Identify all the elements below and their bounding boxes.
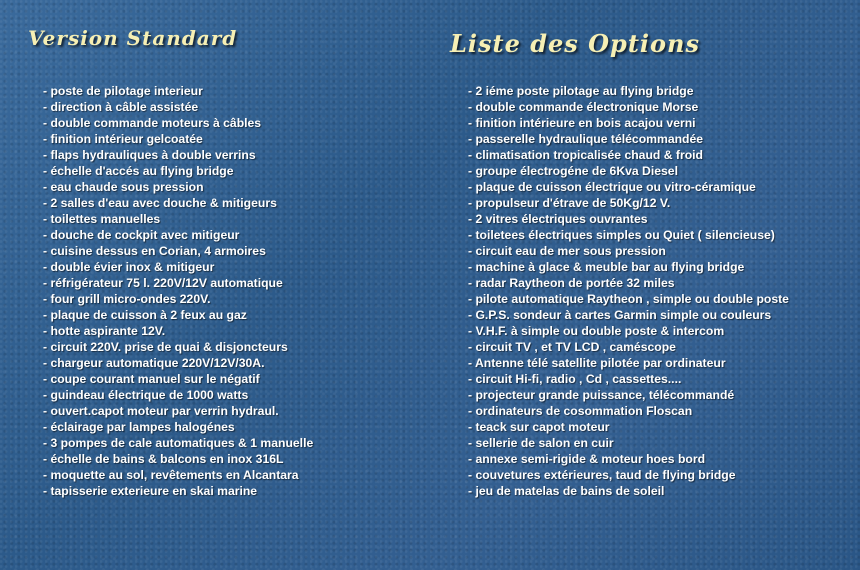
list-item: - circuit 220V. prise de quai & disjoncteurs xyxy=(43,340,288,354)
list-item: - 2 iéme poste pilotage au flying bridge xyxy=(468,84,694,98)
list-item: - pilote automatique Raytheon , simple ou double poste xyxy=(468,292,789,306)
list-item: - G.P.S. sondeur à cartes Garmin simple ou couleurs xyxy=(468,308,772,322)
list-item: - toiletees électriques simples ou Quiet ( silencieuse) xyxy=(468,228,775,242)
options-list-title: Liste des Options xyxy=(450,29,700,58)
list-item: - réfrigérateur 75 l. 220V/12V automatique xyxy=(43,276,283,290)
list-item: - échelle d'accés au flying bridge xyxy=(43,164,234,178)
list-item: - flaps hydrauliques à double verrins xyxy=(43,148,256,162)
list-item: - groupe électrogéne de 6Kva Diesel xyxy=(468,164,678,178)
list-item: - ouvert.capot moteur par verrin hydraul. xyxy=(43,404,279,418)
list-item: - teack sur capot moteur xyxy=(468,420,610,434)
list-item: - Antenne télé satellite pilotée par ordinateur xyxy=(468,356,726,370)
list-item: - circuit TV , et TV LCD , caméscope xyxy=(468,340,676,354)
list-item: - couvetures extérieures, taud de flying bridge xyxy=(468,468,736,482)
list-item: - V.H.F. à simple ou double poste & intercom xyxy=(468,324,725,338)
list-item: - passerelle hydraulique télécommandée xyxy=(468,132,704,146)
list-item: - 2 vitres électriques ouvrantes xyxy=(468,212,648,226)
list-item: - projecteur grande puissance, télécommandé xyxy=(468,388,735,402)
standard-version-title: Version Standard xyxy=(28,26,238,50)
list-item: - éclairage par lampes halogénes xyxy=(43,420,235,434)
list-item: - hotte aspirante 12V. xyxy=(43,324,166,338)
list-item: - jeu de matelas de bains de soleil xyxy=(468,484,665,498)
standard-features-list xyxy=(43,83,313,499)
list-item: - annexe semi-rigide & moteur hoes bord xyxy=(468,452,706,466)
list-item: - moquette au sol, revêtements en Alcantara xyxy=(43,468,299,482)
list-item: - 3 pompes de cale automatiques & 1 manuelle xyxy=(43,436,314,450)
list-item: - toilettes manuelles xyxy=(43,212,161,226)
list-item: - climatisation tropicalisée chaud & froid xyxy=(468,148,703,162)
list-item: - 2 salles d'eau avec douche & mitigeurs xyxy=(43,196,277,210)
list-item: - double commande moteurs à câbles xyxy=(43,116,262,130)
list-item: - four grill micro-ondes 220V. xyxy=(43,292,211,306)
list-item: - direction à câble assistée xyxy=(43,100,199,114)
list-item: - échelle de bains & balcons en inox 316L xyxy=(43,452,284,466)
list-item: - circuit eau de mer sous pression xyxy=(468,244,666,258)
list-item: - plaque de cuisson à 2 feux au gaz xyxy=(43,308,247,322)
list-item: - double évier inox & mitigeur xyxy=(43,260,215,274)
list-item: - ordinateurs de cosommation Floscan xyxy=(468,404,693,418)
list-item: - circuit Hi-fi, radio , Cd , cassettes.... xyxy=(468,372,682,386)
list-item: - radar Raytheon de portée 32 miles xyxy=(468,276,675,290)
list-item: - sellerie de salon en cuir xyxy=(468,436,614,450)
list-item: - double commande électronique Morse xyxy=(468,100,699,114)
list-item: - poste de pilotage interieur xyxy=(43,84,203,98)
list-item: - coupe courant manuel sur le négatif xyxy=(43,372,260,386)
list-item: - cuisine dessus en Corian, 4 armoires xyxy=(43,244,266,258)
list-item: - finition intérieur gelcoatée xyxy=(43,132,203,146)
list-item: - eau chaude sous pression xyxy=(43,180,204,194)
list-item: - tapisserie exterieure en skai marine xyxy=(43,484,258,498)
options-list xyxy=(468,83,789,499)
list-item: - propulseur d'étrave de 50Kg/12 V. xyxy=(468,196,671,210)
list-item: - guindeau électrique de 1000 watts xyxy=(43,388,249,402)
list-item: - machine à glace & meuble bar au flying bridge xyxy=(468,260,745,274)
list-item: - douche de cockpit avec mitigeur xyxy=(43,228,240,242)
list-item: - finition intérieure en bois acajou verni xyxy=(468,116,696,130)
list-item: - chargeur automatique 220V/12V/30A. xyxy=(43,356,265,370)
list-item: - plaque de cuisson électrique ou vitro-céramique xyxy=(468,180,756,194)
